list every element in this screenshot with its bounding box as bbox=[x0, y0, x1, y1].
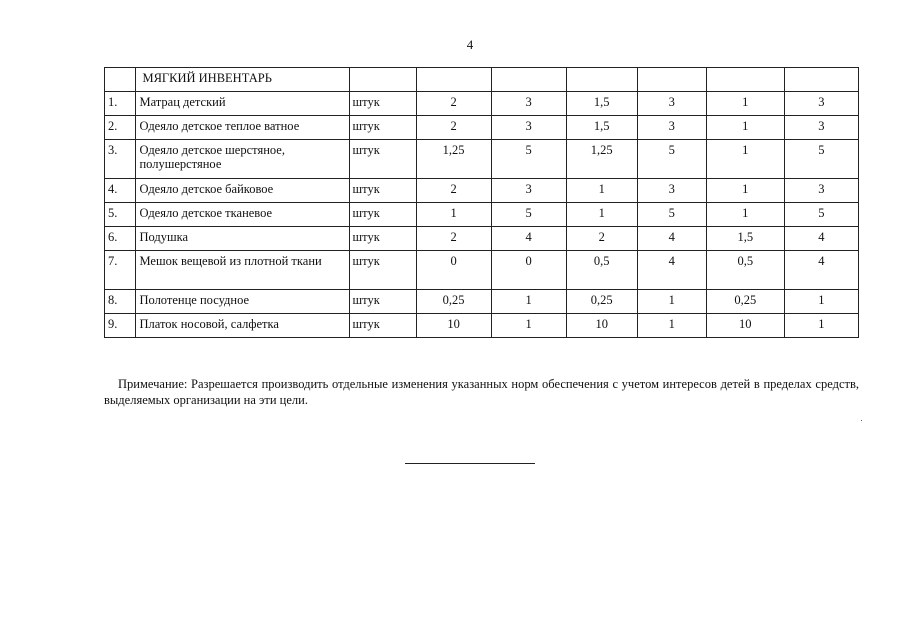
table-row bbox=[105, 116, 859, 140]
unit-cell: штук bbox=[349, 179, 416, 203]
item-name-cell: Платок носовой, салфетка bbox=[136, 314, 349, 338]
norm-value-cell: 1 bbox=[566, 203, 637, 227]
closing-rule bbox=[405, 463, 535, 464]
item-name-cell: Одеяло детское байковое bbox=[136, 179, 349, 203]
norm-value-cell: 3 bbox=[491, 116, 566, 140]
table-row bbox=[105, 140, 859, 179]
item-name-cell: Одеяло детское теплое ватное bbox=[136, 116, 349, 140]
norm-value-cell: 0,5 bbox=[566, 251, 637, 290]
norm-value-cell: 0,25 bbox=[416, 290, 491, 314]
norm-value-cell: 0,5 bbox=[706, 251, 784, 290]
unit-cell: штук bbox=[349, 227, 416, 251]
unit-cell: штук bbox=[349, 203, 416, 227]
section-row bbox=[105, 68, 859, 92]
table-row bbox=[105, 314, 859, 338]
norm-value-cell: 10 bbox=[416, 314, 491, 338]
norm-value-cell: 1 bbox=[784, 314, 858, 338]
row-number-cell: 7. bbox=[105, 251, 136, 290]
table-row bbox=[105, 92, 859, 116]
norm-value-cell: 2 bbox=[416, 92, 491, 116]
table-row bbox=[105, 251, 859, 290]
row-number-cell: 5. bbox=[105, 203, 136, 227]
norm-value-cell: 4 bbox=[637, 251, 706, 290]
unit-cell: штук bbox=[349, 140, 416, 179]
norm-value-cell: 1,5 bbox=[706, 227, 784, 251]
row-number-cell: 3. bbox=[105, 140, 136, 179]
table-row bbox=[105, 227, 859, 251]
norm-value-cell: 2 bbox=[416, 116, 491, 140]
norms-table bbox=[104, 67, 859, 338]
norm-value-cell: 1 bbox=[784, 290, 858, 314]
unit-cell: штук bbox=[349, 116, 416, 140]
stray-mark bbox=[861, 420, 862, 421]
norm-value-cell: 1 bbox=[706, 140, 784, 179]
page-number: 4 bbox=[466, 37, 474, 52]
norm-value-cell: 5 bbox=[637, 140, 706, 179]
norm-value-cell: 5 bbox=[784, 140, 858, 179]
norm-value-cell: 10 bbox=[566, 314, 637, 338]
norm-value-cell: 1,25 bbox=[566, 140, 637, 179]
row-number-cell: 8. bbox=[105, 290, 136, 314]
norm-value-cell: 4 bbox=[784, 227, 858, 251]
unit-cell: штук bbox=[349, 314, 416, 338]
norm-value-cell: 10 bbox=[706, 314, 784, 338]
item-name-cell: Матрац детский bbox=[136, 92, 349, 116]
item-name-cell: Подушка bbox=[136, 227, 349, 251]
norm-value-cell: 3 bbox=[491, 92, 566, 116]
norm-value-cell: 0 bbox=[491, 251, 566, 290]
norm-value-cell: 1,25 bbox=[416, 140, 491, 179]
norm-value-cell: 5 bbox=[784, 203, 858, 227]
item-name-cell: Полотенце посудное bbox=[136, 290, 349, 314]
norm-value-cell: 5 bbox=[491, 203, 566, 227]
norm-value-cell: 4 bbox=[637, 227, 706, 251]
norm-value-cell: 1 bbox=[706, 92, 784, 116]
table-row bbox=[105, 203, 859, 227]
item-name-cell: Мешок вещевой из плотной ткани bbox=[136, 251, 349, 290]
row-number-cell: 1. bbox=[105, 92, 136, 116]
norm-value-cell: 3 bbox=[784, 116, 858, 140]
norm-value-cell: 4 bbox=[491, 227, 566, 251]
norm-value-cell: 3 bbox=[637, 92, 706, 116]
norm-value-cell: 3 bbox=[491, 179, 566, 203]
norm-value-cell: 0,25 bbox=[706, 290, 784, 314]
norm-value-cell: 2 bbox=[566, 227, 637, 251]
norm-value-cell: 3 bbox=[784, 92, 858, 116]
norm-value-cell: 1 bbox=[637, 290, 706, 314]
norm-value-cell: 5 bbox=[491, 140, 566, 179]
item-name-cell: Одеяло детское тканевое bbox=[136, 203, 349, 227]
norm-value-cell: 2 bbox=[416, 179, 491, 203]
norm-value-cell: 1 bbox=[491, 314, 566, 338]
row-number-cell: 9. bbox=[105, 314, 136, 338]
norm-value-cell: 1 bbox=[566, 179, 637, 203]
table-row bbox=[105, 179, 859, 203]
row-number-cell: 4. bbox=[105, 179, 136, 203]
norm-value-cell: 3 bbox=[637, 179, 706, 203]
norm-value-cell: 1,5 bbox=[566, 116, 637, 140]
unit-cell: штук bbox=[349, 251, 416, 290]
norm-value-cell: 1 bbox=[706, 203, 784, 227]
norm-value-cell: 3 bbox=[637, 116, 706, 140]
table-row bbox=[105, 290, 859, 314]
norm-value-cell: 1 bbox=[637, 314, 706, 338]
norm-value-cell: 2 bbox=[416, 227, 491, 251]
norm-value-cell: 5 bbox=[637, 203, 706, 227]
norm-value-cell: 1 bbox=[491, 290, 566, 314]
row-number-cell: 2. bbox=[105, 116, 136, 140]
row-number-cell: 6. bbox=[105, 227, 136, 251]
item-name-cell: Одеяло детское шерстяное, полушерстяное bbox=[136, 140, 349, 179]
norm-value-cell: 1 bbox=[416, 203, 491, 227]
note-text: Примечание: Разрешается производить отдельные изменения указанных норм обеспечения с учетом интересов детей в пределах средств, выделяемых организации на эти цели. bbox=[104, 377, 859, 407]
norm-value-cell: 3 bbox=[784, 179, 858, 203]
norm-value-cell: 4 bbox=[784, 251, 858, 290]
norm-value-cell: 0,25 bbox=[566, 290, 637, 314]
norm-value-cell: 1 bbox=[706, 116, 784, 140]
norm-value-cell: 1 bbox=[706, 179, 784, 203]
unit-cell: штук bbox=[349, 290, 416, 314]
unit-cell: штук bbox=[349, 92, 416, 116]
section-title: МЯГКИЙ ИНВЕНТАРЬ bbox=[136, 68, 349, 92]
norm-value-cell: 0 bbox=[416, 251, 491, 290]
norm-value-cell: 1,5 bbox=[566, 92, 637, 116]
